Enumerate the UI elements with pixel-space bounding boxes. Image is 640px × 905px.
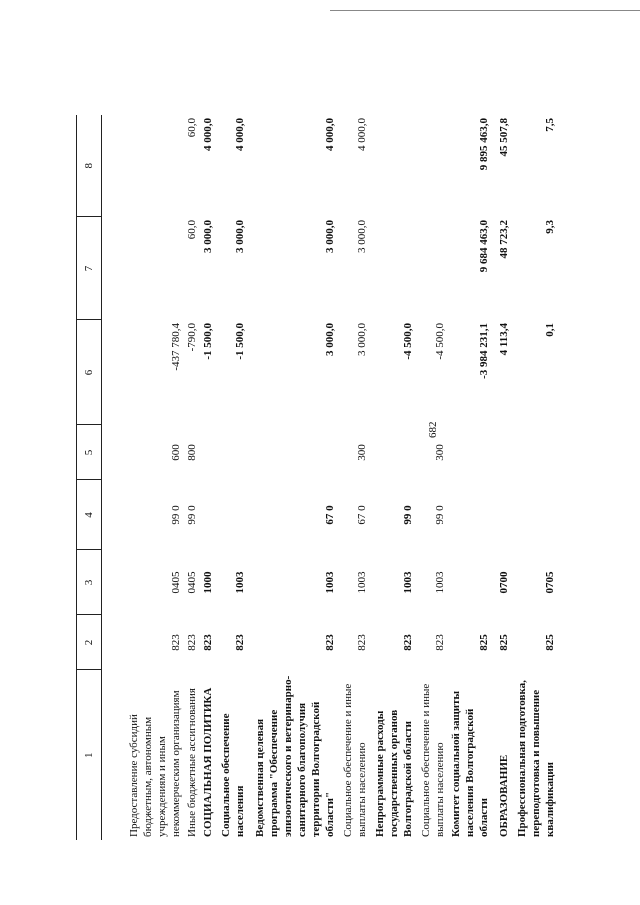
cell-department: 823 <box>434 634 446 651</box>
cell-amount-6: -4 500,0 <box>434 323 446 360</box>
cell-amount-7: 9 684 463,0 <box>478 220 490 273</box>
row-name: Предоставление субсидий бюджетным, автономным учреждениям и иным некоммерческим организациям <box>128 690 182 837</box>
header-col-3: 3 <box>77 550 102 615</box>
cell-amount-8: 4 000,0 <box>356 118 368 151</box>
cell-amount-6: 3 000,0 <box>356 323 368 356</box>
header-col-7: 7 <box>77 217 102 320</box>
row-name: Комитет социальной защиты населения Волгоградской области <box>450 690 490 837</box>
cell-target: 99 0 <box>434 505 446 525</box>
row-name: Социальное обеспечение и иные выплаты населению <box>420 683 446 837</box>
cell-section <box>448 550 492 615</box>
cell-amount-8: 4 000,0 <box>234 118 246 151</box>
budget-table-container <box>76 115 556 840</box>
cell-amount-6: -1 500,0 <box>202 323 214 360</box>
cell-amount-6: -4 500,0 <box>402 323 414 360</box>
cell-target <box>216 480 248 550</box>
cell-expense-type <box>492 425 512 480</box>
row-name: Социальное обеспечение населения <box>220 713 246 837</box>
cell-amount-8: 4 000,0 <box>324 118 336 151</box>
cell-department: 825 <box>544 634 556 651</box>
cell-target: 67 0 <box>356 505 368 525</box>
cell-section: 1003 <box>402 571 414 594</box>
cell-section: 1003 <box>434 571 446 594</box>
cell-department: 823 <box>186 634 198 651</box>
row-name: Иные бюджетные ассигнования <box>186 688 198 837</box>
table-row <box>102 115 185 840</box>
cell-amount-7 <box>102 217 185 320</box>
row-name: Непрограммные расходы государственных органов Волгоградской области <box>374 709 414 837</box>
cell-section: 0705 <box>544 571 556 594</box>
cell-amount-7: 60,0 <box>186 220 198 240</box>
cell-target <box>448 480 492 550</box>
cell-amount-8 <box>102 115 185 217</box>
cell-amount-7: 3 000,0 <box>234 220 246 253</box>
cell-amount-8: 60,0 <box>186 118 198 138</box>
cell-expense-type <box>216 425 248 480</box>
cell-target: 99 0 <box>186 505 198 525</box>
header-col-1: 1 <box>77 670 102 840</box>
cell-section: 1000 <box>202 571 214 594</box>
cell-amount-6: 0,1 <box>544 323 556 337</box>
cell-department: 823 <box>324 634 336 651</box>
table-row <box>512 115 558 840</box>
cell-department: 823 <box>234 634 246 651</box>
row-name: ОБРАЗОВАНИЕ <box>498 754 510 837</box>
cell-expense-type <box>248 425 338 480</box>
table-row <box>184 115 200 840</box>
cell-department: 825 <box>478 634 490 651</box>
cell-department: 825 <box>498 634 510 651</box>
row-name: Социальное обеспечение и иные выплаты населению <box>342 683 368 837</box>
cell-expense-type <box>448 425 492 480</box>
cell-section: 0700 <box>498 571 510 594</box>
header-col-2: 2 <box>77 615 102 670</box>
table-row <box>338 115 370 840</box>
cell-amount-7: 9,3 <box>544 220 556 234</box>
table-row <box>448 115 492 840</box>
cell-expense-type: 800 <box>186 444 198 461</box>
table-row <box>416 115 448 840</box>
cell-expense-type: 300 <box>356 444 368 461</box>
cell-amount-7 <box>416 217 448 320</box>
cell-expense-type: 300 <box>434 444 446 461</box>
cell-expense-type <box>512 425 558 480</box>
cell-section: 1003 <box>356 571 368 594</box>
cell-amount-6: 4 113,4 <box>498 323 510 356</box>
top-rule <box>330 10 640 11</box>
table-row <box>492 115 512 840</box>
cell-amount-6: 3 000,0 <box>324 323 336 356</box>
cell-target: 99 0 <box>402 505 414 525</box>
header-col-5: 5 <box>77 425 102 480</box>
cell-department: 823 <box>356 634 368 651</box>
cell-amount-7: 3 000,0 <box>202 220 214 253</box>
table-header-row <box>77 115 102 840</box>
cell-amount-7: 48 723,2 <box>498 220 510 259</box>
header-col-8: 8 <box>77 115 102 217</box>
cell-amount-8: 4 000,0 <box>202 118 214 151</box>
cell-section: 1003 <box>234 571 246 594</box>
cell-target <box>492 480 512 550</box>
cell-department: 823 <box>170 634 182 651</box>
cell-department: 823 <box>402 634 414 651</box>
cell-target <box>512 480 558 550</box>
cell-amount-7 <box>370 217 416 320</box>
cell-expense-type <box>200 425 216 480</box>
table-row <box>248 115 338 840</box>
cell-target: 99 0 <box>170 505 182 525</box>
cell-amount-8 <box>416 115 448 217</box>
row-name: СОЦИАЛЬНАЯ ПОЛИТИКА <box>202 687 214 837</box>
cell-amount-8: 7,5 <box>544 118 556 132</box>
header-col-4: 4 <box>77 480 102 550</box>
cell-target: 67 0 <box>324 505 336 525</box>
table-row <box>370 115 416 840</box>
cell-amount-6: -790,0 <box>186 323 198 352</box>
page-number: 682 <box>427 421 439 438</box>
cell-amount-6: -437 780,4 <box>170 323 182 371</box>
cell-target <box>200 480 216 550</box>
row-name: Профессиональная подготовка, переподготовка и повышение квалификации <box>516 680 556 837</box>
cell-amount-8: 9 895 463,0 <box>478 118 490 171</box>
cell-expense-type <box>370 425 416 480</box>
cell-amount-7: 3 000,0 <box>356 220 368 253</box>
cell-amount-6: -1 500,0 <box>234 323 246 360</box>
table-row <box>200 115 216 840</box>
row-name: Ведомственная целевая программа "Обеспечение эпизоотического и ветеринарно-санитарного благополучия территории Волгоградской области" <box>254 675 336 837</box>
cell-amount-8: 45 507,8 <box>498 118 510 157</box>
cell-section: 1003 <box>324 571 336 594</box>
cell-department: 823 <box>202 634 214 651</box>
cell-expense-type: 600 <box>170 444 182 461</box>
budget-table <box>76 115 558 840</box>
cell-amount-6: -3 984 231,1 <box>478 323 490 379</box>
header-col-6: 6 <box>77 320 102 425</box>
cell-section: 0405 <box>170 571 182 594</box>
table-row <box>216 115 248 840</box>
cell-amount-7: 3 000,0 <box>324 220 336 253</box>
cell-amount-8 <box>370 115 416 217</box>
cell-section: 0405 <box>186 571 198 594</box>
